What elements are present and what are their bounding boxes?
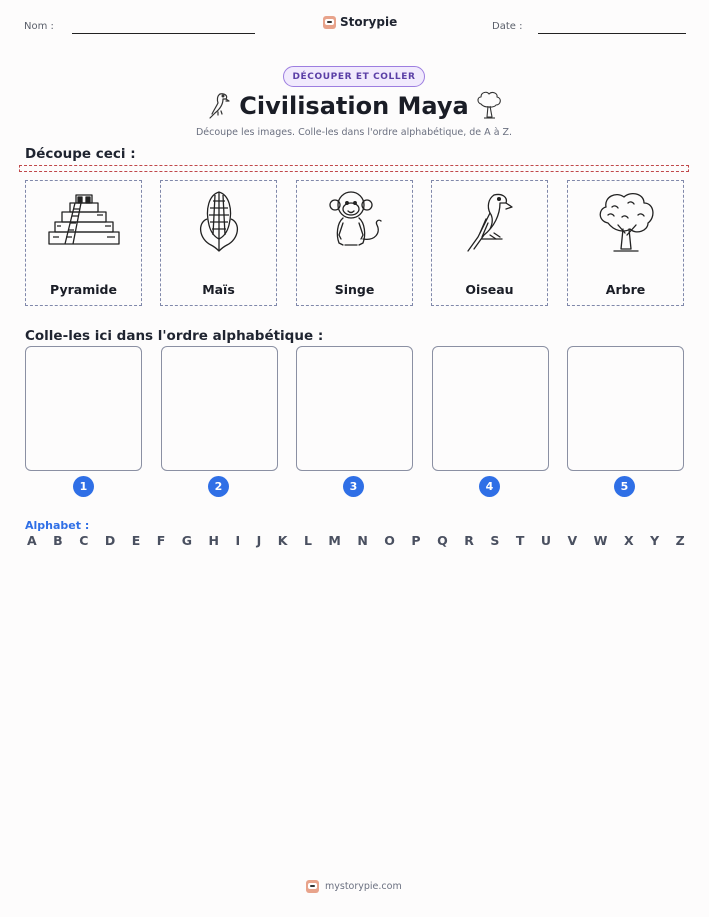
alphabet-letter: O: [384, 533, 395, 548]
alphabet-letter: V: [567, 533, 578, 548]
alphabet-letter: N: [357, 533, 368, 548]
alphabet-letter: F: [156, 533, 166, 548]
brand-name: Storypie: [340, 15, 398, 29]
cut-card-corn[interactable]: [160, 180, 277, 306]
card-label: Maïs: [202, 282, 235, 297]
slot-number: 5: [614, 476, 635, 497]
alphabet-letter: B: [53, 533, 63, 548]
alphabet-letter: G: [181, 533, 193, 548]
pyramid-icon: [47, 189, 121, 251]
brand-logo: [323, 15, 397, 29]
alphabet-letter: C: [79, 533, 89, 548]
footer-url: mystorypie.com: [325, 881, 402, 892]
paste-slot-1[interactable]: [25, 346, 142, 471]
alphabet-letter: Y: [650, 533, 660, 548]
alphabet-letter: S: [490, 533, 500, 548]
paste-section-heading: Colle-les ici dans l'ordre alphabétique :: [25, 328, 324, 344]
paste-slot-2[interactable]: [161, 346, 278, 471]
name-label: Nom :: [24, 21, 54, 32]
alphabet-letter: L: [303, 533, 312, 548]
cut-line: [19, 165, 689, 172]
cut-card-pyramid[interactable]: [25, 180, 142, 306]
card-label: Singe: [334, 282, 375, 297]
name-line: [72, 33, 255, 34]
paste-slot-3[interactable]: [296, 346, 413, 471]
alphabet-letter: U: [540, 533, 551, 548]
cut-section-heading: Découpe ceci :: [25, 146, 136, 162]
paste-slot-4[interactable]: [432, 346, 549, 471]
tree-icon: [594, 189, 658, 255]
card-label: Arbre: [605, 282, 646, 297]
alphabet-letter: E: [131, 533, 141, 548]
tree-decor-icon: [475, 89, 503, 121]
alphabet-row: [27, 533, 685, 548]
footer: [306, 880, 402, 893]
alphabet-letter: X: [623, 533, 634, 548]
alphabet-letter: M: [328, 533, 341, 548]
cut-card-tree[interactable]: [567, 180, 684, 306]
monkey-icon: [323, 189, 387, 253]
page-title: Civilisation Maya: [239, 92, 469, 120]
alphabet-letter: R: [464, 533, 474, 548]
alphabet-letter: Q: [437, 533, 448, 548]
slot-number: 2: [208, 476, 229, 497]
alphabet-letter: D: [104, 533, 116, 548]
card-label: Oiseau: [465, 282, 514, 297]
date-label: Date :: [492, 21, 523, 32]
bird-icon: [460, 189, 520, 255]
date-line: [538, 33, 686, 34]
cut-card-bird[interactable]: [431, 180, 548, 306]
alphabet-title: Alphabet :: [25, 519, 90, 532]
instructions: Découpe les images. Colle-les dans l'ordre alphabétique, de A à Z.: [195, 127, 513, 138]
alphabet-letter: P: [411, 533, 421, 548]
alphabet-letter: K: [277, 533, 288, 548]
corn-icon: [189, 189, 249, 253]
storypie-logo-icon: [323, 16, 336, 29]
cut-card-monkey[interactable]: [296, 180, 413, 306]
slot-number: 3: [343, 476, 364, 497]
alphabet-letter: H: [208, 533, 220, 548]
paste-slot-5[interactable]: [567, 346, 684, 471]
alphabet-letter: I: [235, 533, 241, 548]
alphabet-letter: J: [256, 533, 262, 548]
card-label: Pyramide: [50, 282, 117, 297]
activity-badge: DÉCOUPER ET COLLER: [283, 66, 425, 87]
slot-number: 4: [479, 476, 500, 497]
alphabet-letter: Z: [675, 533, 685, 548]
slot-number: 1: [73, 476, 94, 497]
alphabet-letter: T: [515, 533, 525, 548]
alphabet-letter: W: [593, 533, 608, 548]
alphabet-letter: A: [27, 533, 37, 548]
storypie-logo-icon: [306, 880, 319, 893]
